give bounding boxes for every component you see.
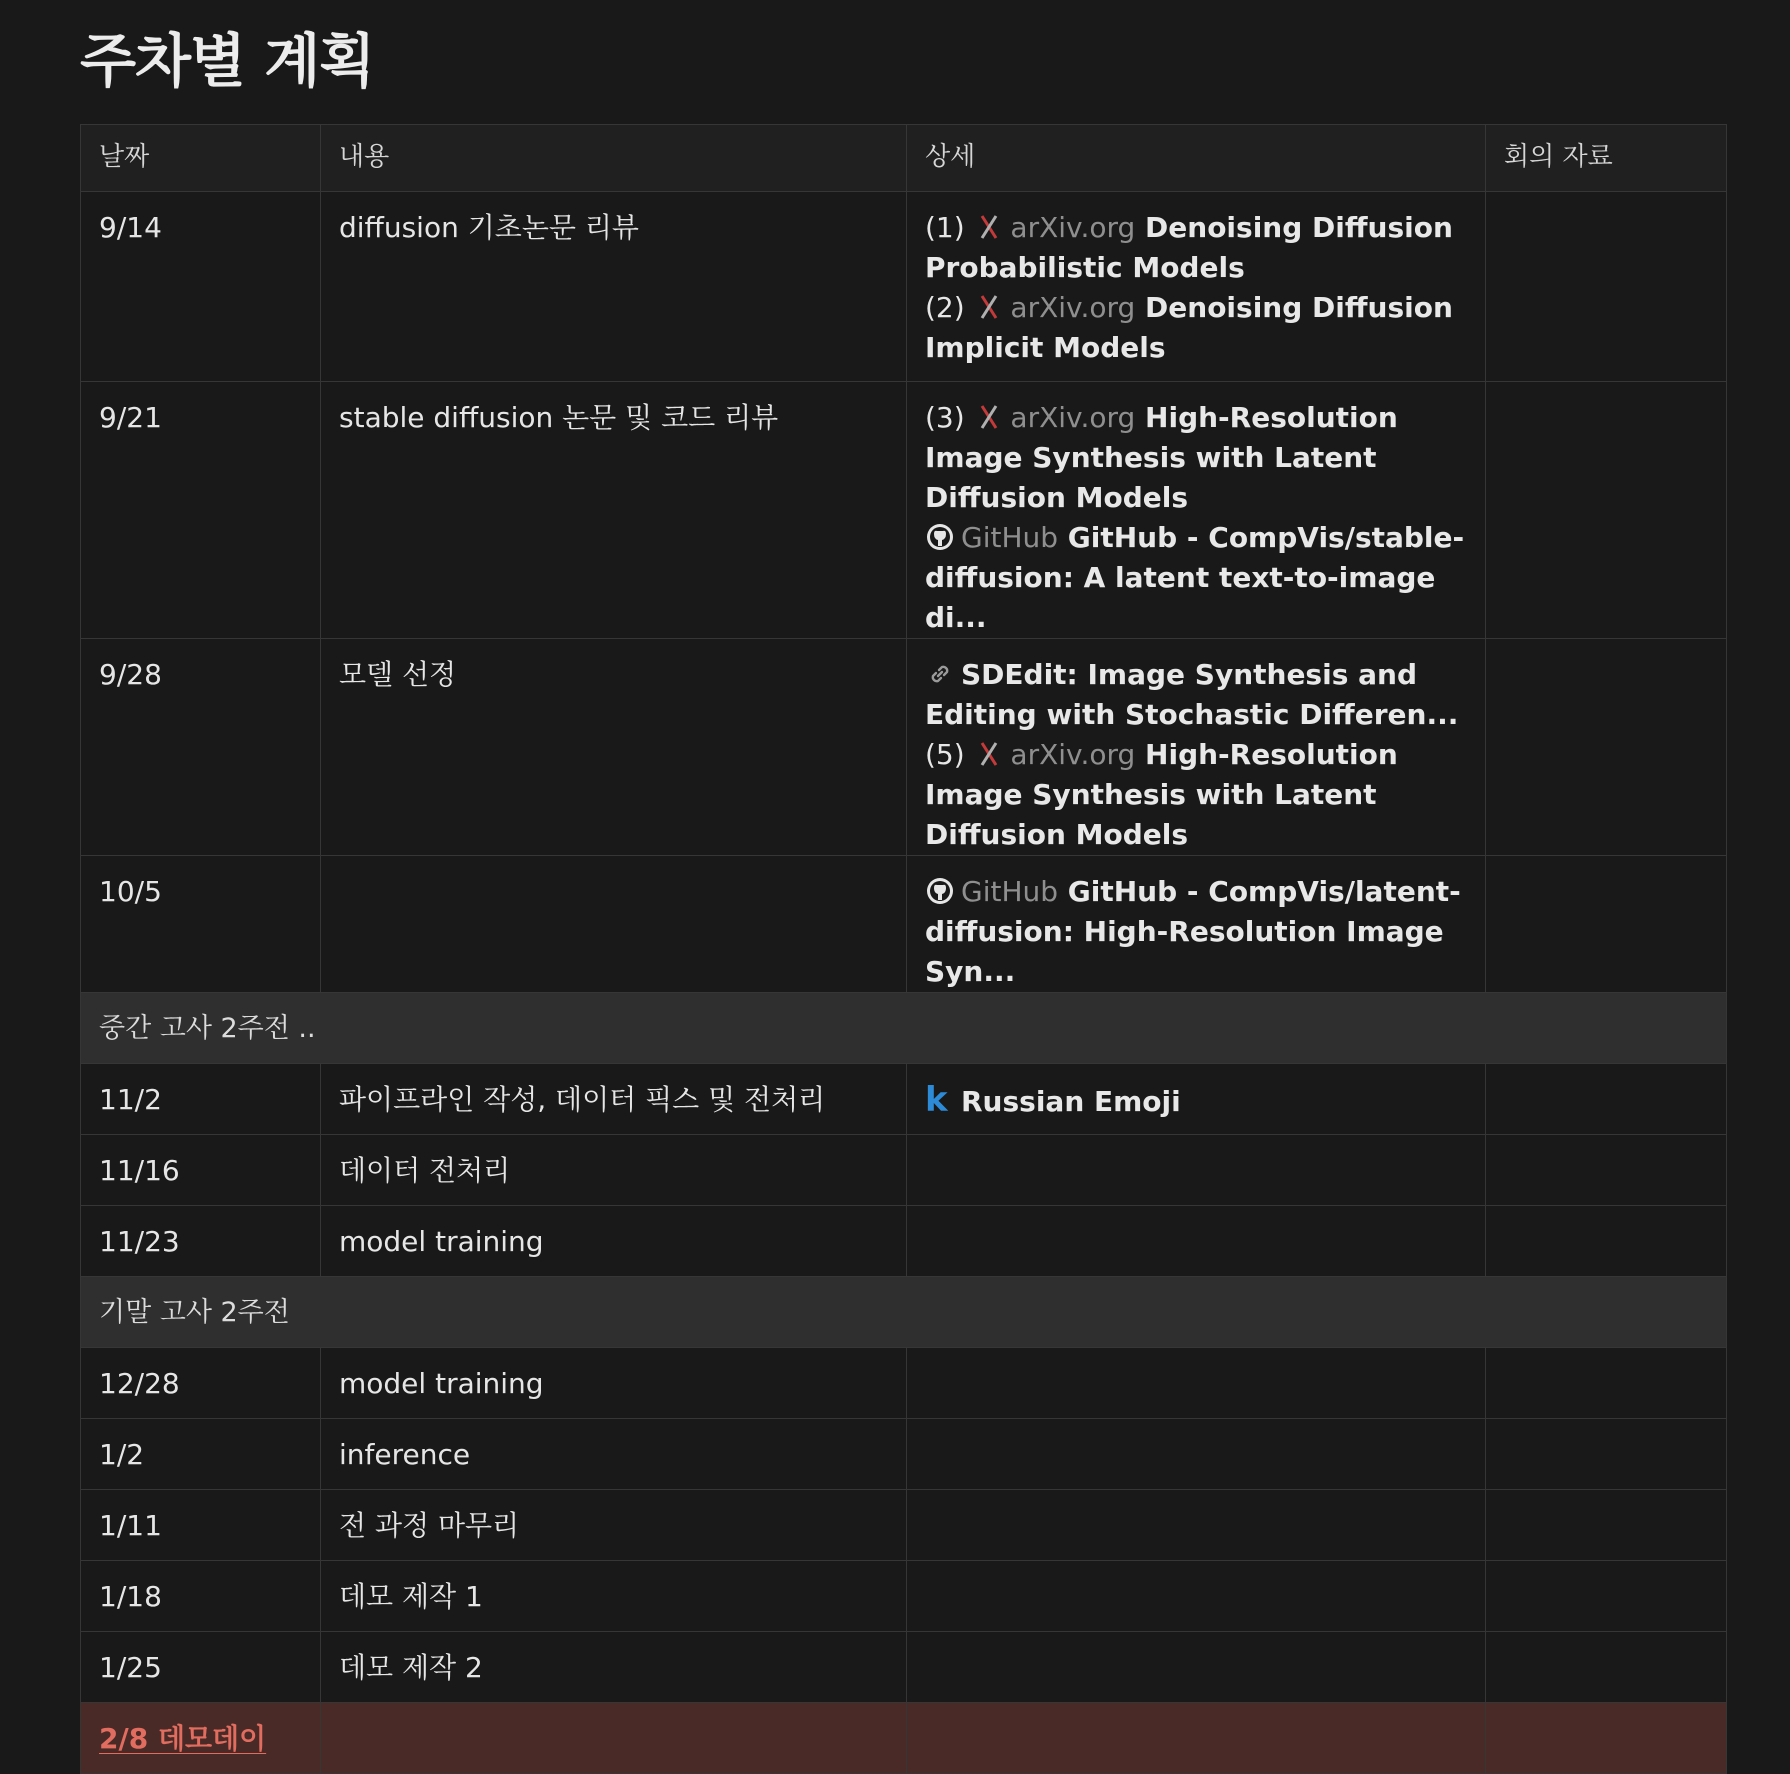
meeting-material-cell[interactable] [1486,382,1727,639]
date-cell[interactable]: 11/16 [81,1135,321,1206]
detail-cell[interactable] [907,1490,1486,1561]
detail-cell[interactable] [907,1348,1486,1419]
table-row [81,1632,1727,1703]
meeting-material-cell[interactable] [1486,192,1727,382]
arxiv-icon [974,402,1004,432]
arxiv-icon [974,212,1004,242]
link-title: Denoising Diffusion Implicit Models [925,291,1453,364]
table-row [81,192,1727,382]
detail-cell[interactable] [907,856,1486,993]
detail-link[interactable] [925,872,1467,992]
link-title: Russian Emoji [961,1085,1181,1118]
detail-cell[interactable] [907,1632,1486,1703]
detail-link[interactable] [925,208,1467,288]
meeting-material-cell[interactable] [1486,639,1727,856]
link-title: SDEdit: Image Synthesis and Editing with Stochastic Differen... [925,658,1459,731]
table-header-row [81,125,1727,192]
link-title: GitHub - CompVis/latent-diffusion: High-Resolution Image Syn... [925,875,1461,988]
meeting-material-cell[interactable] [1486,1419,1727,1490]
link-title: High-Resolution Image Synthesis with Latent Diffusion Models [925,738,1398,851]
ref-number: (3) [925,401,965,434]
detail-cell[interactable] [907,1419,1486,1490]
detail-cell[interactable] [907,1064,1486,1135]
meeting-material-cell[interactable] [1486,1206,1727,1277]
detail-link[interactable] [925,1080,1467,1122]
ref-number: (1) [925,211,965,244]
meeting-material-cell[interactable] [1486,1490,1727,1561]
link-source: GitHub [961,521,1059,554]
content-cell[interactable]: 데모 제작 1 [321,1561,907,1632]
date-cell[interactable]: 10/5 [81,856,321,993]
table-row [81,1064,1727,1135]
date-cell[interactable]: 1/2 [81,1419,321,1490]
demo-day-link[interactable]: 2/8 데모데이 [99,1722,267,1755]
detail-link[interactable] [925,288,1467,368]
weekly-plan-table [80,124,1727,1774]
content-cell[interactable]: 모델 선정 [321,639,907,856]
content-cell[interactable] [321,856,907,993]
meeting-material-cell[interactable] [1486,1561,1727,1632]
content-cell[interactable]: model training [321,1348,907,1419]
section-label[interactable]: 기말 고사 2주전 [81,1277,1727,1348]
content-cell[interactable]: inference [321,1419,907,1490]
content-cell[interactable]: model training [321,1206,907,1277]
header-meeting-material[interactable]: 회의 자료 [1486,125,1727,192]
link-source: arXiv.org [1010,401,1136,434]
header-date[interactable]: 날짜 [81,125,321,192]
detail-link[interactable] [925,655,1467,735]
table-row [81,1419,1727,1490]
date-cell[interactable]: 11/2 [81,1064,321,1135]
table-row [81,382,1727,639]
page-title: 주차별 계획 [80,27,375,95]
content-cell[interactable]: 파이프라인 작성, 데이터 픽스 및 전처리 [321,1064,907,1135]
table-row [81,1490,1727,1561]
link-source: arXiv.org [1010,738,1136,771]
table-row [81,856,1727,993]
link-source: arXiv.org [1010,211,1136,244]
meeting-material-cell[interactable] [1486,1064,1727,1135]
detail-link[interactable] [925,735,1467,855]
link-source: GitHub [961,875,1059,908]
content-cell[interactable]: diffusion 기초논문 리뷰 [321,192,907,382]
content-cell[interactable]: 데모 제작 2 [321,1632,907,1703]
content-cell[interactable]: 데이터 전처리 [321,1135,907,1206]
meeting-material-cell[interactable] [1486,1135,1727,1206]
date-cell[interactable]: 1/25 [81,1632,321,1703]
date-cell[interactable]: 9/14 [81,192,321,382]
date-cell[interactable]: 9/21 [81,382,321,639]
content-cell[interactable] [321,1703,907,1774]
date-cell[interactable] [81,1703,321,1774]
detail-cell[interactable] [907,1703,1486,1774]
meeting-material-cell[interactable] [1486,1703,1727,1774]
detail-cell[interactable] [907,1206,1486,1277]
detail-cell[interactable] [907,382,1486,639]
detail-link[interactable] [925,518,1467,638]
k-icon: k [925,1080,948,1120]
table-row [81,639,1727,856]
demo-day-row [81,1703,1727,1774]
github-icon [925,876,955,906]
date-cell[interactable]: 12/28 [81,1348,321,1419]
link-source: arXiv.org [1010,291,1136,324]
detail-cell[interactable] [907,1561,1486,1632]
arxiv-icon [974,292,1004,322]
date-cell[interactable]: 1/11 [81,1490,321,1561]
header-content[interactable]: 내용 [321,125,907,192]
header-detail[interactable]: 상세 [907,125,1486,192]
ref-number: (5) [925,738,965,771]
meeting-material-cell[interactable] [1486,1348,1727,1419]
detail-cell[interactable] [907,1135,1486,1206]
content-cell[interactable]: 전 과정 마무리 [321,1490,907,1561]
date-cell[interactable]: 11/23 [81,1206,321,1277]
table-row [81,1135,1727,1206]
detail-link[interactable] [925,398,1467,518]
table-row [81,1561,1727,1632]
table-row [81,1348,1727,1419]
link-title: High-Resolution Image Synthesis with Latent Diffusion Models [925,401,1398,514]
detail-cell[interactable] [907,192,1486,382]
arxiv-icon [974,739,1004,769]
detail-cell[interactable] [907,639,1486,856]
link-icon [925,659,955,689]
section-row-final [81,1277,1727,1348]
table-row [81,1206,1727,1277]
section-label[interactable]: 중간 고사 2주전 .. [81,993,1727,1064]
section-row-midterm [81,993,1727,1064]
github-icon [925,522,955,552]
meeting-material-cell[interactable] [1486,856,1727,993]
meeting-material-cell[interactable] [1486,1632,1727,1703]
link-title: Denoising Diffusion Probabilistic Models [925,211,1453,284]
ref-number: (2) [925,291,965,324]
link-title: GitHub - CompVis/stable-diffusion: A latent text-to-image di... [925,521,1465,634]
date-cell[interactable]: 1/18 [81,1561,321,1632]
content-cell[interactable]: stable diffusion 논문 및 코드 리뷰 [321,382,907,639]
date-cell[interactable]: 9/28 [81,639,321,856]
